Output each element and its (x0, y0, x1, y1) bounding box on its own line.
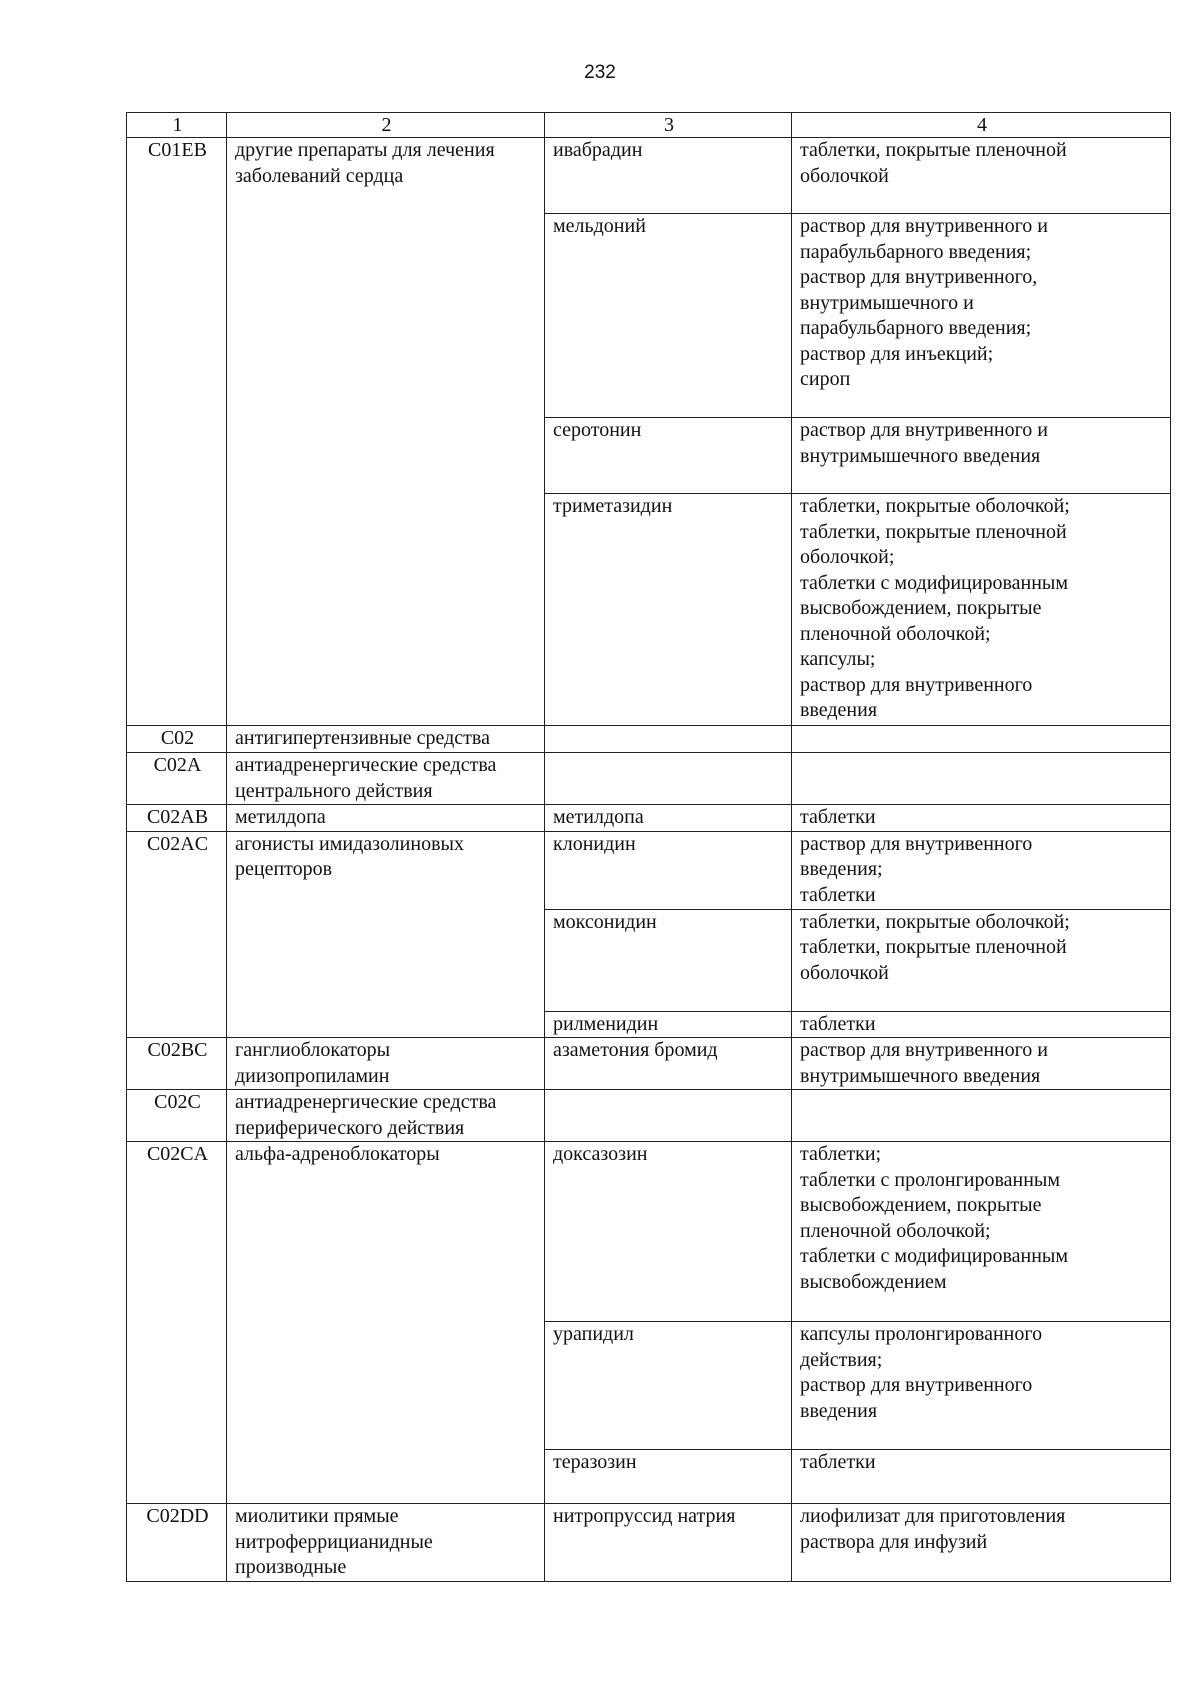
dosage-form-cell (792, 753, 1171, 805)
cell-line: таблетки с модифицированным (800, 1245, 1069, 1267)
cell-line: таблетки с пролонгированным (800, 1168, 1061, 1191)
cell-line: таблетки, покрытые пленочной (800, 936, 1067, 958)
cell-line: высвобождением, покрытые (800, 1194, 1042, 1216)
cell-line: моксонидин (553, 910, 657, 933)
cell-line: раствор для внутривенного и (800, 215, 1049, 237)
cell-line: антиадренергические средства (235, 1091, 497, 1113)
cell-line: рилменидин (553, 1012, 659, 1035)
cell-line: введения (800, 699, 878, 721)
cell-line: оболочкой; (800, 546, 895, 568)
cell-line: таблетки (800, 883, 876, 906)
table-row (127, 753, 1171, 805)
cell-line: раствор для внутривенного и (800, 419, 1049, 441)
table-header-row (127, 113, 1171, 138)
cell-line: раствор для инъекций; (800, 342, 994, 365)
cell-line: другие препараты для лечения (235, 139, 495, 161)
atc-code-cell: C02AB (127, 805, 227, 832)
cell-line: пленочной оболочкой; (800, 622, 991, 645)
cell-line: таблетки, покрытые пленочной (800, 139, 1067, 161)
dosage-form-cell (792, 138, 1171, 214)
cell-line: антиадренергические средства (235, 754, 497, 776)
cell-line: таблетки (800, 1451, 876, 1473)
drug-name-cell (545, 138, 792, 214)
cell-line: раствор для внутривенного (800, 832, 1033, 855)
dosage-form-cell (792, 1011, 1171, 1038)
cell-line: доксазозин (553, 1143, 648, 1165)
cell-line: метилдопа (553, 806, 644, 828)
cell-line: внутримышечного введения (800, 444, 1041, 467)
cell-line: внутримышечного введения (800, 1064, 1041, 1087)
group-name-cell (227, 1038, 545, 1090)
cell-line: раствор для внутривенного (800, 673, 1033, 696)
dosage-form-cell (792, 1504, 1171, 1582)
page-number: 232 (584, 62, 616, 83)
cell-line: теразозин (553, 1451, 637, 1473)
cell-line: агонисты имидазолиновых (235, 832, 464, 855)
dosage-form-cell (792, 494, 1171, 726)
dosage-form-cell (792, 1450, 1171, 1504)
cell-line: азаметония бромид (553, 1039, 718, 1061)
cell-line: введения (800, 1399, 878, 1422)
cell-line: ганглиоблокаторы (235, 1039, 390, 1061)
cell-line: антигипертензивные средства (235, 727, 490, 749)
cell-line: клонидин (553, 832, 636, 855)
table-row (127, 805, 1171, 832)
drug-name-cell (545, 1142, 792, 1322)
atc-code-cell: C02DD (127, 1504, 227, 1582)
cell-line: таблетки; (800, 1143, 882, 1165)
header-col-4: 4 (792, 113, 1171, 138)
cell-line: раствор для внутривенного (800, 1374, 1033, 1396)
cell-line: мельдоний (553, 215, 646, 237)
cell-line: альфа-адреноблокаторы (235, 1143, 440, 1165)
dosage-form-cell (792, 1090, 1171, 1142)
cell-line: пленочной оболочкой; (800, 1219, 991, 1242)
cell-line: урапидил (553, 1323, 634, 1345)
drug-name-cell (545, 1090, 792, 1142)
cell-line: ивабрадин (553, 139, 643, 161)
atc-code-cell: C02A (127, 753, 227, 805)
header-col-2: 2 (227, 113, 545, 138)
drug-name-cell (545, 1504, 792, 1582)
cell-line: внутримышечного и (800, 291, 974, 314)
drug-name-cell (545, 831, 792, 909)
cell-line: парабульбарного введения; (800, 317, 1032, 339)
drug-name-cell (545, 1011, 792, 1038)
cell-line: оболочкой (800, 164, 889, 187)
atc-code-cell: C01EB (127, 138, 227, 726)
group-name-cell (227, 1142, 545, 1504)
cell-line: высвобождением, покрытые (800, 597, 1042, 619)
cell-line: высвобождением (800, 1270, 947, 1293)
dosage-form-cell (792, 831, 1171, 909)
group-name-cell (227, 805, 545, 832)
drug-name-cell (545, 214, 792, 418)
drug-name-cell (545, 726, 792, 753)
cell-line: оболочкой (800, 961, 889, 984)
drug-name-cell (545, 1322, 792, 1450)
dosage-form-cell (792, 214, 1171, 418)
drug-name-cell (545, 494, 792, 726)
table-row (127, 1504, 1171, 1582)
drug-name-cell (545, 909, 792, 1011)
cell-line: заболеваний сердца (235, 164, 404, 187)
cell-line: таблетки, покрытые оболочкой; (800, 910, 1070, 933)
drug-name-cell (545, 805, 792, 832)
dosage-form-cell (792, 726, 1171, 753)
atc-code-cell: C02AC (127, 831, 227, 1038)
table-row (127, 138, 1171, 214)
cell-line: таблетки (800, 1012, 876, 1035)
cell-line: рецепторов (235, 858, 333, 880)
atc-code-cell: C02BC (127, 1038, 227, 1090)
table-row (127, 1090, 1171, 1142)
cell-line: нитропруссид натрия (553, 1505, 736, 1527)
cell-line: производные (235, 1556, 347, 1578)
atc-code-cell: C02CA (127, 1142, 227, 1504)
table-row (127, 1142, 1171, 1322)
group-name-cell (227, 726, 545, 753)
cell-line: введения; (800, 858, 883, 880)
table-body (127, 113, 1171, 1582)
atc-code-cell: C02 (127, 726, 227, 753)
header-col-1: 1 (127, 113, 227, 138)
drug-name-cell (545, 1038, 792, 1090)
table-row (127, 831, 1171, 909)
group-name-cell (227, 138, 545, 726)
cell-line: парабульбарного введения; (800, 240, 1032, 263)
cell-line: раствор для внутривенного, (800, 266, 1038, 288)
cell-line: таблетки, покрытые пленочной (800, 520, 1067, 543)
table-row (127, 726, 1171, 753)
cell-line: капсулы пролонгированного (800, 1323, 1043, 1345)
cell-line: таблетки (800, 806, 876, 828)
cell-line: таблетки с модифицированным (800, 571, 1069, 594)
dosage-form-cell (792, 418, 1171, 494)
group-name-cell (227, 753, 545, 805)
group-name-cell (227, 1090, 545, 1142)
header-col-3: 3 (545, 113, 792, 138)
dosage-form-cell (792, 909, 1171, 1011)
drug-name-cell (545, 418, 792, 494)
drug-table (126, 112, 1171, 1582)
cell-line: сироп (800, 368, 851, 390)
dosage-form-cell (792, 1322, 1171, 1450)
dosage-form-cell (792, 805, 1171, 832)
cell-line: таблетки, покрытые оболочкой; (800, 495, 1070, 517)
cell-line: метилдопа (235, 806, 326, 828)
cell-line: нитроферрицианидные (235, 1530, 433, 1553)
cell-line: диизопропиламин (235, 1064, 390, 1087)
cell-line: периферического действия (235, 1116, 465, 1139)
cell-line: раствор для внутривенного и (800, 1039, 1049, 1061)
group-name-cell (227, 1504, 545, 1582)
cell-line: действия; (800, 1348, 883, 1371)
cell-line: лиофилизат для приготовления (800, 1505, 1066, 1527)
dosage-form-cell (792, 1038, 1171, 1090)
drug-name-cell (545, 1450, 792, 1504)
cell-line: раствора для инфузий (800, 1530, 988, 1553)
cell-line: миолитики прямые (235, 1505, 399, 1527)
drug-name-cell (545, 753, 792, 805)
dosage-form-cell (792, 1142, 1171, 1322)
atc-code-cell: C02C (127, 1090, 227, 1142)
table-row (127, 1038, 1171, 1090)
cell-line: триметазидин (553, 495, 673, 517)
cell-line: капсулы; (800, 648, 876, 670)
group-name-cell (227, 831, 545, 1038)
cell-line: центрального действия (235, 779, 433, 802)
cell-line: серотонин (553, 419, 642, 441)
